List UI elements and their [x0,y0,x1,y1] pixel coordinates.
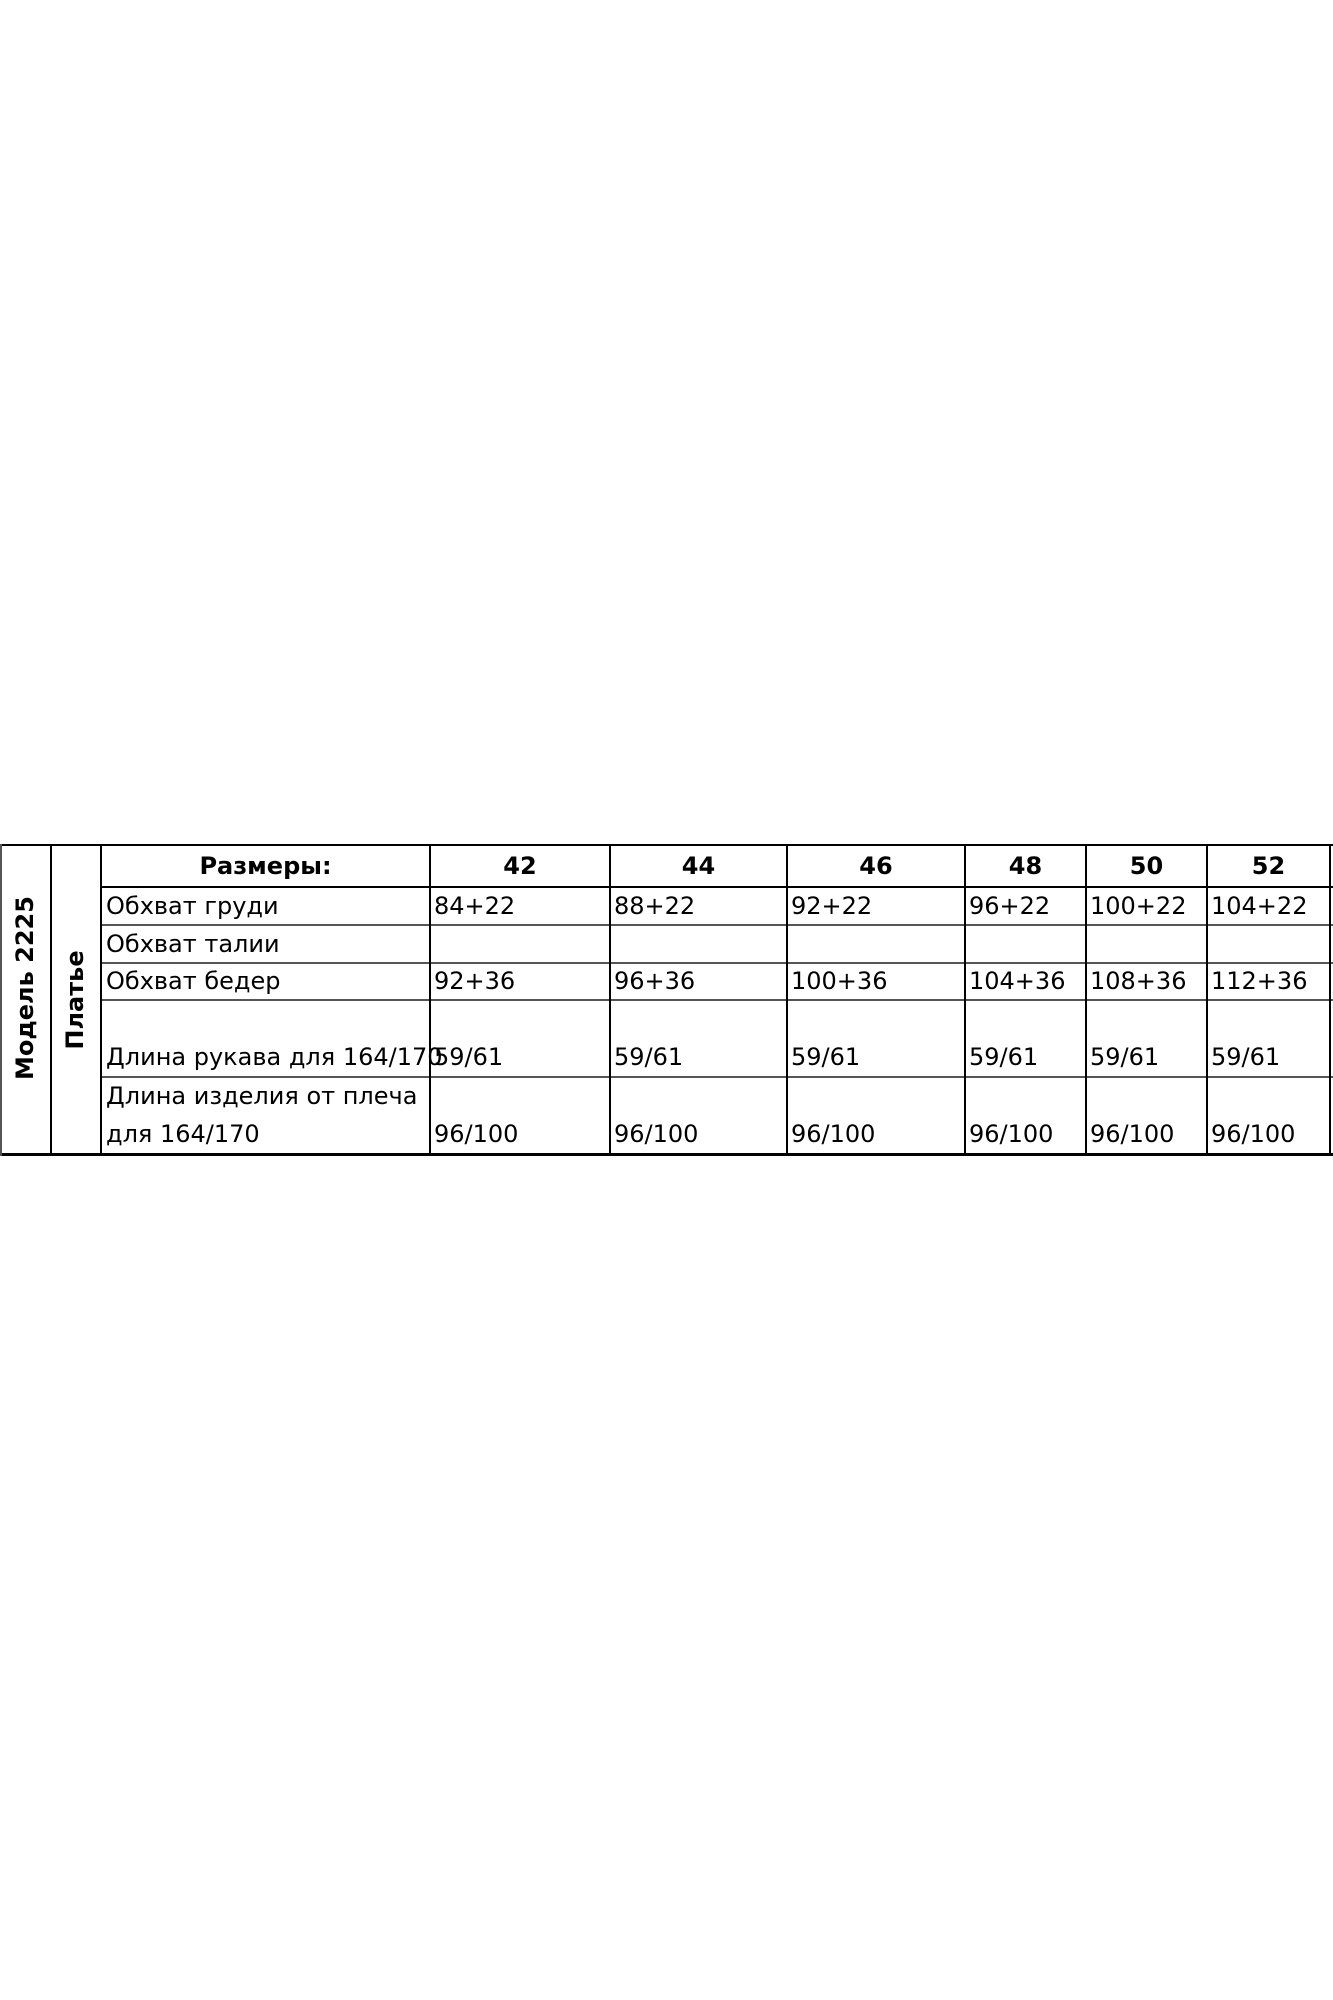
size-header: 50 [1129,852,1164,880]
row-value: 96/100 [434,1120,519,1148]
row-value: 96+36 [614,967,696,995]
row-value: 100+36 [791,967,888,995]
product-label: Платье [61,950,89,1050]
grid-line [964,844,966,1156]
grid-line [0,844,2,1156]
row-label: Длина рукава для 164/170 [106,1043,443,1071]
row-value: 104+36 [969,967,1066,995]
row-value: 96/100 [1211,1120,1296,1148]
row-value: 96/100 [791,1120,876,1148]
size-header: 52 [1251,852,1286,880]
grid-line [50,844,52,1156]
grid-line [1085,844,1087,1156]
grid-line [100,844,102,1156]
grid-line [1329,844,1331,1156]
row-value: 96/100 [614,1120,699,1148]
grid-line [0,844,1333,846]
grid-line [609,844,611,1156]
sizes-header-label: Размеры: [199,852,332,880]
model-label: Модель 2225 [11,896,39,1080]
row-value: 108+36 [1090,967,1187,995]
row-value: 92+36 [434,967,516,995]
grid-line [0,1153,1333,1156]
row-label-line2: для 164/170 [106,1120,260,1148]
row-value: 96/100 [1090,1120,1175,1148]
row-label: Обхват талии [106,930,280,958]
row-value: 59/61 [791,1043,861,1071]
size-header: 42 [503,852,537,880]
size-header: 46 [859,852,893,880]
grid-line [100,999,1333,1001]
size-chart-table [0,844,1333,1158]
row-value: 88+22 [614,892,696,920]
row-label: Длина изделия от плеча [106,1082,418,1110]
row-value: 59/61 [969,1043,1039,1071]
row-value: 96/100 [969,1120,1054,1148]
grid-line [100,1076,1333,1078]
grid-line [100,924,1333,926]
grid-line [786,844,788,1156]
row-value: 59/61 [1211,1043,1281,1071]
row-value: 84+22 [434,892,516,920]
size-header: 44 [681,852,716,880]
row-value: 92+22 [791,892,873,920]
grid-line [429,844,431,1156]
grid-line [1206,844,1208,1156]
row-value: 59/61 [1090,1043,1160,1071]
row-value: 112+36 [1211,967,1308,995]
row-value: 96+22 [969,892,1051,920]
size-header: 48 [1008,852,1043,880]
row-label: Обхват груди [106,892,279,920]
grid-line [100,886,1333,888]
row-label: Обхват бедер [106,967,281,995]
row-value: 100+22 [1090,892,1187,920]
grid-line [100,962,1333,964]
row-value: 59/61 [434,1043,504,1071]
row-value: 59/61 [614,1043,684,1071]
row-value: 104+22 [1211,892,1308,920]
